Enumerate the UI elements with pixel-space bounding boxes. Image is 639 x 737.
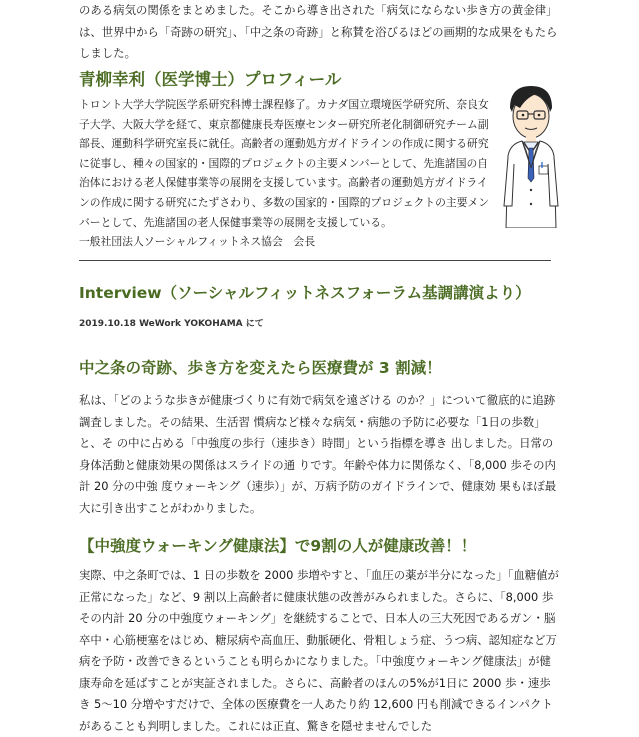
profile-paragraph (79, 95, 497, 252)
section2-paragraph: 実際、中之条町では、1 日の歩数を 2000 歩増やすと、「血圧の薬が半分になった」「血糖値が正常になった」など、9 割以上高齢者に健康状態の改善がみられました。さらに、「8,000 歩その内計 20 分の中強度ウォーキング」を継続することで、日本人の三大死因であるガン・脳卒中・心筋梗塞をはじめ、糖尿病や高血圧、動脈硬化、骨粗しょう症、うつ病、認知症など万病を予防・改善できるということも明らかになりました。「中強度ウォーキング健康法」が健康寿命を延ばすことが実証されました。さらに、高齢者のほんの5%が1日に 2000 歩・速歩き 5～10 分増やすだけで、全体の医療費を一人あたり約 12,600 円も削減できるインパクトがあることも判明しました。これには正直、驚きを隠せませんでした (79, 568, 559, 733)
section1-paragraph: 私は、「どのような歩きが健康づくりに有効で病気を遠ざける のか？」について徹底的に追跡調査しました。その結果、生活習 慣病など様々な病気・病態の予防に必要な「1日の歩数」と、そ の中に占める「中強度の歩行（速歩き）時間」という指標を導き 出しました。日常の身体活動と健康効果の関係はスライドの通 りです。年齢や体力に関係なく、「8,000 歩その内計 20 分の中強 度ウォーキング（速歩）」が、万病予防のガイドラインで、健康効 果もほぼ最大に引き出すことがわかりました。 (79, 393, 557, 515)
section2-heading: 【中強度ウォーキング健康法】で9割の人が健康改善！！ (79, 537, 477, 555)
doctor-illustration (496, 78, 566, 228)
profile-heading: 青柳幸利（医学博士）プロフィール (79, 70, 342, 89)
profile-affiliation: 一般社団法人ソーシャルフィットネス協会 会長 (79, 235, 316, 249)
section-divider (79, 260, 551, 261)
section1-heading: 中之条の奇跡、歩き方を変えたら医療費が 3 割減！ (79, 359, 442, 377)
interview-heading: Interview（ソーシャルフィットネスフォーラム基調講演より） (79, 284, 531, 302)
intro-paragraph: のある病気の関係をまとめました。そこから導き出された「病気にならない歩き方の黄金律」は、世界中から「奇跡の研究」、「中之条の奇跡」と称賛を浴びるほどの画期的な成果をもたらしました。 (79, 3, 558, 60)
interview-dateline: 2019.10.18 WeWork YOKOHAMA にて (79, 319, 264, 329)
profile-body: トロント大学大学院医学系研究科博士課程修了。カナダ国立環境医学研究所、奈良女子大学、大阪大学を経て、東京都健康長寿医療センター研究所老化制御研究チーム副部長、運動科学研究室長に就任。高齢者の運動処方ガイドラインの作成に関する研究に従事し、種々の国家的・国際的プロジェクトの主要メンバーとして、先進諸国の自治体における老人保健事業等の展開を支援しています。高齢者の運動処方ガイドラインの作成に関する研究にたずさわり、多数の国家的・国際的プロジェクトの主要メンバーとして、先進諸国の老人保健事業等の展開を支援している。 (79, 98, 490, 229)
